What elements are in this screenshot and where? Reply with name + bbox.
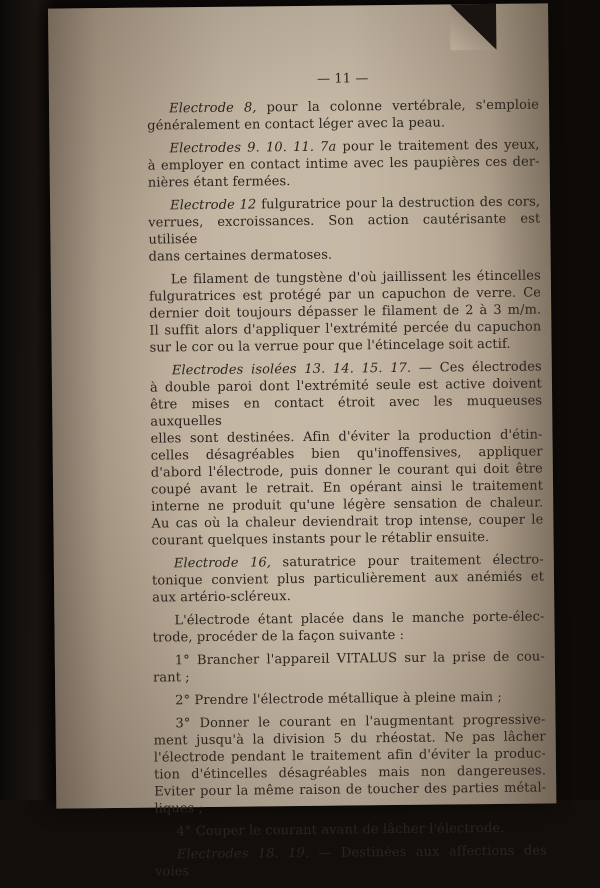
paragraph xyxy=(152,608,544,646)
line-text: ment jusqu'à la division 5 du rhéostat. Ne pas lâcher xyxy=(153,729,546,749)
paragraph xyxy=(155,819,547,840)
paragraph xyxy=(147,96,539,134)
electrode-label: Electrode 8, xyxy=(168,100,257,117)
text-line xyxy=(152,585,544,606)
electrode-label: Electrode 12 xyxy=(170,197,257,214)
line-text: 4° Couper le courant avant de lâcher l'électrode. xyxy=(176,820,505,840)
line-text: tonique convient plus particulièrement aux anémiés et xyxy=(151,569,545,589)
paragraph xyxy=(149,267,542,356)
line-text: nières étant fermées. xyxy=(147,174,291,191)
line-text: à double paroi dont l'extrémité seule est active doivent xyxy=(149,376,543,396)
text-line xyxy=(155,842,547,880)
line-text: d'abord l'électrode, puis donner le courant qui doit être xyxy=(150,461,543,481)
paragraph xyxy=(153,711,546,817)
paragraph-list xyxy=(147,96,547,880)
text-line xyxy=(149,244,541,265)
text-line xyxy=(152,528,544,549)
line-text: 3° Donner le courant en l'augmentant progressive- xyxy=(175,712,546,732)
text-line xyxy=(148,210,540,248)
paragraph xyxy=(153,648,545,686)
book-page xyxy=(48,3,556,880)
line-text: pour la colonne vertébrale, s'emploie xyxy=(256,97,540,116)
line-text: trode, procéder de la façon suivante : xyxy=(152,627,405,646)
line-text: tion d'étincelles désagréables mais non dangereuses. xyxy=(153,763,547,783)
line-text: courant quelques instants pour le rétablir ensuite. xyxy=(151,530,490,549)
line-text: verrues, excroissances. Son action cautérisante est utilisée xyxy=(148,211,541,248)
electrode-label: Electrode 16, xyxy=(173,555,272,572)
line-text: elles sont destinées. Afin d'éviter la production d'étin- xyxy=(150,427,543,447)
line-text: celles désagréables bien qu'inoffensives, appliquer xyxy=(150,444,543,464)
electrode-label: Electrodes 18. 19. xyxy=(176,845,310,863)
paragraph xyxy=(147,136,540,191)
line-text: être mises en contact étroit avec les muqueuses auxquelles xyxy=(150,393,543,430)
paragraph xyxy=(153,688,545,709)
line-text: rant ; xyxy=(152,670,190,686)
paragraph xyxy=(155,842,547,880)
line-text: sur le cor ou la verrue pour que l'étincelage soit actif. xyxy=(149,336,511,356)
text-line xyxy=(150,392,542,430)
line-text: à employer en contact intime avec les paupières ces der- xyxy=(147,154,540,174)
line-text: interne ne produit qu'une légère sensation de chaleur. xyxy=(151,495,544,515)
line-text: fulguratrices est protégé par un capuchon de verre. Ce xyxy=(148,285,542,305)
paragraph xyxy=(152,551,545,606)
text-line xyxy=(155,819,547,840)
line-text: dernier doit toujours dépasser le filament de 2 à 3 m/m. xyxy=(149,302,542,322)
text-line xyxy=(153,625,545,646)
line-text: L'électrode étant placée dans le manche porte-élec- xyxy=(174,609,545,629)
line-text: Au cas où la chaleur deviendrait trop intense, couper le xyxy=(151,512,544,532)
line-text: — Ces électrodes xyxy=(411,359,542,376)
line-text: dans certaines dermatoses. xyxy=(148,247,333,265)
line-text: fulguratrice pour la destruction des cors, xyxy=(256,194,541,213)
electrode-label: Electrodes isolées 13. 14. 15. 17. xyxy=(171,360,412,379)
text-line xyxy=(148,170,540,191)
line-text: saturatrice pour traitement électro- xyxy=(270,552,544,571)
line-text: 2° Prendre l'électrode métallique à pleine main ; xyxy=(175,689,503,709)
text-line xyxy=(149,335,541,356)
line-text: — Destinées aux affections des voies xyxy=(154,843,547,880)
line-text: Il suffit alors d'appliquer l'extrémité percée du capuchon xyxy=(149,319,542,339)
text-line xyxy=(153,688,545,709)
folded-corner-flap xyxy=(450,4,496,50)
line-text: Eviter pour la même raison de toucher des parties métal- xyxy=(154,780,547,800)
line-text: pour le traitement des yeux, xyxy=(336,137,540,155)
page-text xyxy=(147,69,547,886)
line-text: coupé avant le retrait. En opérant ainsi le traitement xyxy=(150,478,544,498)
text-line xyxy=(147,113,539,134)
paragraph xyxy=(150,358,544,549)
line-text: généralement en contact léger avec la peau. xyxy=(147,115,446,134)
paragraph xyxy=(148,193,541,265)
page-number: — 11 — xyxy=(316,71,369,87)
electrode-label: Electrodes 9. 10. 11. 7a xyxy=(169,139,337,157)
line-text: 1° Brancher l'appareil VITALUS sur la prise de cou- xyxy=(174,649,545,669)
line-text: l'électrode pendant le traitement afin d'éviter la produc- xyxy=(153,746,546,766)
line-text: liques ; xyxy=(154,801,204,817)
line-text: aux artério-scléreux. xyxy=(152,589,291,606)
line-text: Le filament de tungstène d'où jaillissent les étincelles xyxy=(170,268,541,288)
